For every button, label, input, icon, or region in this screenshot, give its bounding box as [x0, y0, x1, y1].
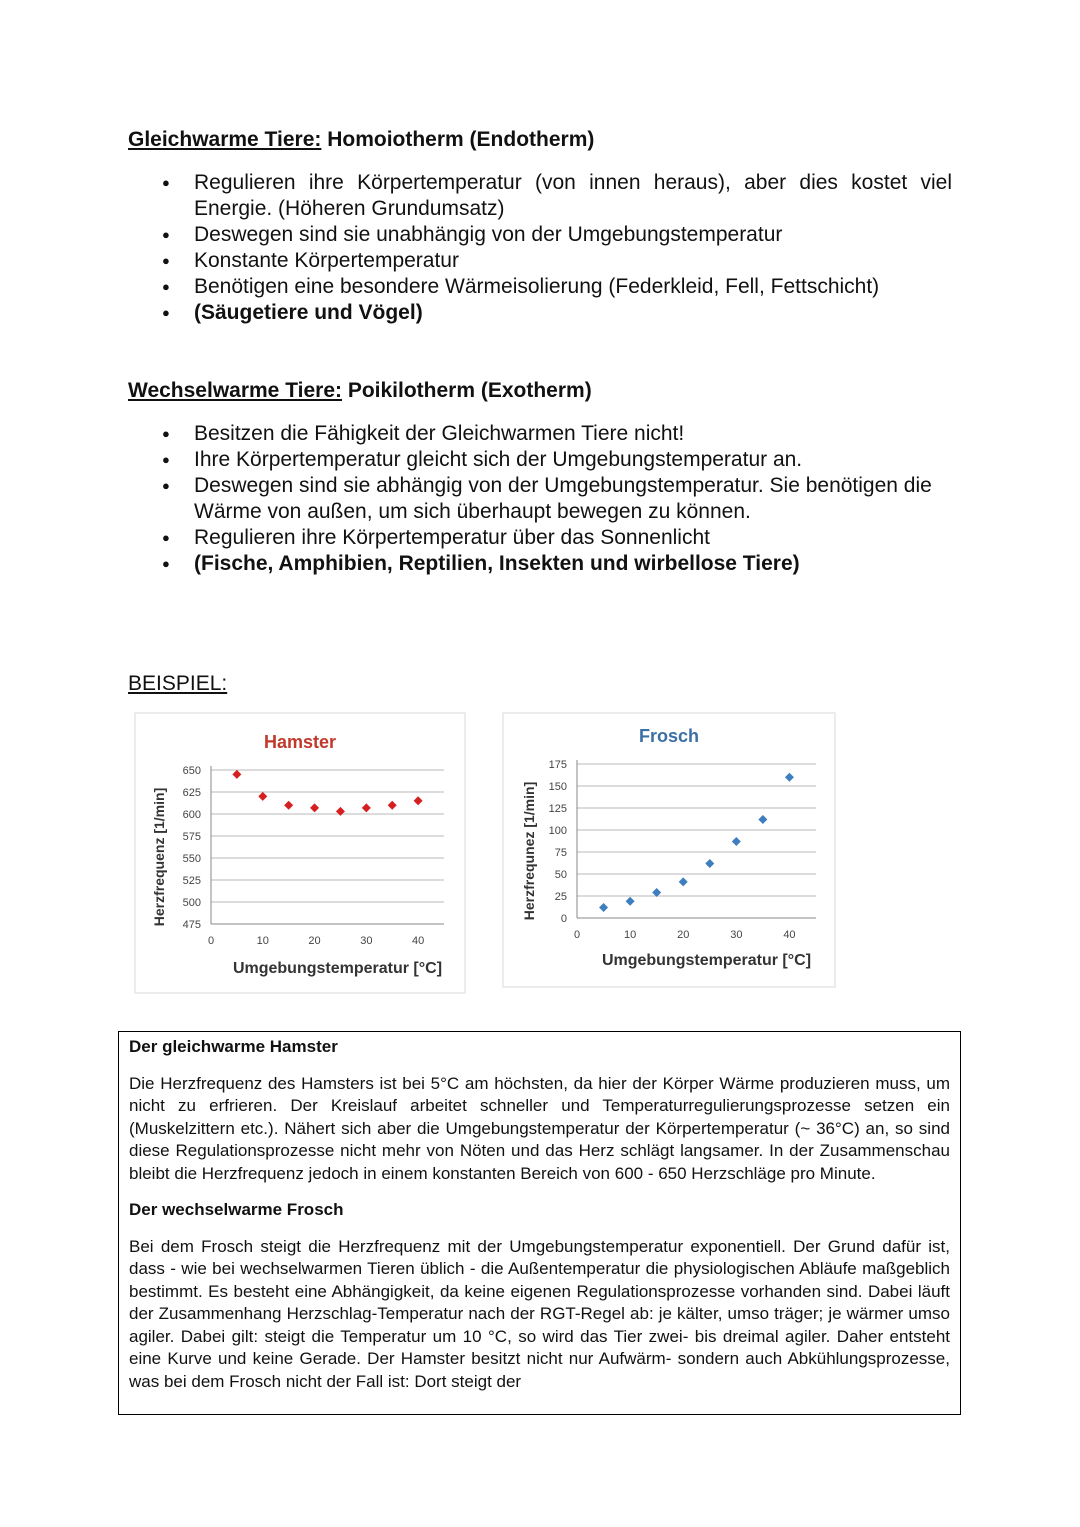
- hamster-explanation-text: Die Herzfrequenz des Hamsters ist bei 5°C am höchsten, da hier der Körper Wärme produzieren muss, um nicht zu erfrieren. Der Kreislauf arbeitet schneller und Temperaturregulierungsprozesse setzen ein (Muskelzittern etc.). Nähert sich aber die Umgebungstemperatur der Körpertemperatur (~ 36°C) an, so sind diese Regulationsprozesse nicht mehr von Nöten und das Herz schlägt langsamer. In der Zusammenschau bleibt die Herzfrequenz jedoch in einem konstanten Bereich von 600 - 650 Herzschläge pro Minute.: [129, 1073, 950, 1183]
- frosch-chart: [502, 712, 836, 988]
- section1-bullet-list: [160, 170, 952, 326]
- chart1-x-tick-label: 20: [677, 929, 690, 941]
- chart1-y-tick-label: 150: [548, 781, 567, 793]
- chart0-y-tick-label: 600: [182, 809, 201, 821]
- section1-heading-underlined: Gleichwarme Tiere:: [128, 128, 322, 151]
- hamster-explanation-heading: Der gleichwarme Hamster: [129, 1037, 338, 1056]
- section1-heading-rest: Homoiotherm (Endotherm): [321, 128, 595, 151]
- frosch-explanation-text: Bei dem Frosch steigt die Herzfrequenz mit der Umgebungstemperatur exponentiell. Der Grund dafür ist, dass - wie bei wechselwarmen Tieren üblich - die Außentemperatur die physiologischen Abläufe maßgeblich bestimmt. Es besteht eine Abhängigkeit, da keine eigenen Regulationsprozesse vorhanden sind. Dabei läuft der Zusammenhang Herzschlag-Temperatur nach der RGT-Regel ab: je kälter, umso träger; je wärmer umso agiler. Dabei gilt: steigt die Temperatur um 10 °C, so wird das Tier zwei- bis dreimal agiler. Daher entsteht eine Kurve und keine Gerade. Der Hamster besitzt nicht nur Aufwärm- sondern auch Abkühlungsprozesse, was bei dem Frosch nicht der Fall ist: Dort steigt der: [129, 1236, 950, 1391]
- chart1-y-tick-label: 0: [560, 913, 567, 925]
- chart1-title: Frosch: [638, 726, 700, 746]
- section2-bullet-list: [160, 421, 952, 577]
- chart0-y-tick-label: 475: [182, 919, 201, 931]
- chart1-x-axis-label: Umgebungstemperatur [°C]: [601, 952, 812, 969]
- chart1-y-tick-label: 50: [554, 869, 567, 881]
- section1-bullet: ● Deswegen sind sie unabhängig von der Umgebungstemperatur: [160, 222, 952, 248]
- section2-heading: [128, 379, 592, 403]
- chart0-y-tick-label: 525: [182, 875, 201, 887]
- chart1-y-tick-label: 25: [554, 891, 567, 903]
- chart0-y-tick-label: 625: [182, 787, 201, 799]
- chart1-y-tick-label: 75: [554, 847, 567, 859]
- section1-bullet: ● (Säugetiere und Vögel): [160, 300, 952, 326]
- chart0-x-axis-label: Umgebungstemperatur [°C]: [232, 960, 443, 977]
- section2-heading-underlined: Wechselwarme Tiere:: [128, 379, 342, 402]
- hamster-chart-svg: [134, 712, 466, 994]
- section1-bullet: ● Konstante Körpertemperatur: [160, 248, 952, 274]
- chart0-x-tick-label: 0: [207, 935, 215, 947]
- chart1-y-tick-label: 125: [548, 803, 567, 815]
- section2-bullet: ● Ihre Körpertemperatur gleicht sich der Umgebungstemperatur an.: [160, 447, 952, 473]
- chart0-y-tick-label: 550: [182, 853, 201, 865]
- hamster-chart: [134, 712, 466, 994]
- chart0-x-tick-label: 10: [256, 935, 269, 947]
- chart0-x-tick-label: 20: [308, 935, 321, 947]
- section1-bullet: ● Benötigen eine besondere Wärmeisolierung (Federkleid, Fell, Fettschicht): [160, 274, 952, 300]
- chart1-y-axis-label: Herzfrequnez [1/min]: [521, 781, 537, 921]
- section2-bullet: ● Deswegen sind sie abhängig von der Umgebungstemperatur. Sie benötigen die Wärme von außen, um sich überhaupt bewegen zu können.: [160, 473, 952, 525]
- chart1-x-tick-label: 40: [783, 929, 796, 941]
- chart1-x-tick-label: 10: [623, 929, 637, 941]
- section2-bullet: ● Regulieren ihre Körpertemperatur über das Sonnenlicht: [160, 525, 952, 551]
- chart0-y-tick-label: 500: [182, 897, 201, 909]
- chart0-title: Hamster: [263, 732, 337, 752]
- chart1-frame: [503, 713, 835, 987]
- chart0-x-tick-label: 40: [411, 935, 425, 947]
- frosch-chart-svg: [502, 712, 836, 988]
- chart1-y-tick-label: 100: [548, 825, 567, 837]
- chart1-x-tick-label: 0: [573, 929, 581, 941]
- chart0-x-tick-label: 30: [360, 935, 373, 947]
- example-label: BEISPIEL:: [128, 672, 228, 695]
- chart0-y-axis-label: Herzfrequenz [1/min]: [151, 787, 167, 927]
- section2-bullet: ● (Fische, Amphibien, Reptilien, Insekten und wirbellose Tiere): [160, 551, 952, 577]
- section2-bullet: ● Besitzen die Fähigkeit der Gleichwarmen Tiere nicht!: [160, 421, 952, 447]
- chart0-y-tick-label: 575: [182, 831, 201, 843]
- frosch-explanation-heading: Der wechselwarme Frosch: [129, 1200, 344, 1219]
- chart1-x-tick-label: 30: [730, 929, 743, 941]
- section1-bullet: ● Regulieren ihre Körpertemperatur (von innen heraus), aber dies kostet viel Energie. (Höheren Grundumsatz): [160, 170, 952, 222]
- chart1-y-tick-label: 175: [548, 759, 567, 771]
- section1-heading: [128, 128, 594, 152]
- chart0-y-tick-label: 650: [182, 765, 201, 777]
- section2-heading-rest: Poikilotherm (Exotherm): [342, 379, 592, 402]
- explanation-box: [118, 1031, 961, 1415]
